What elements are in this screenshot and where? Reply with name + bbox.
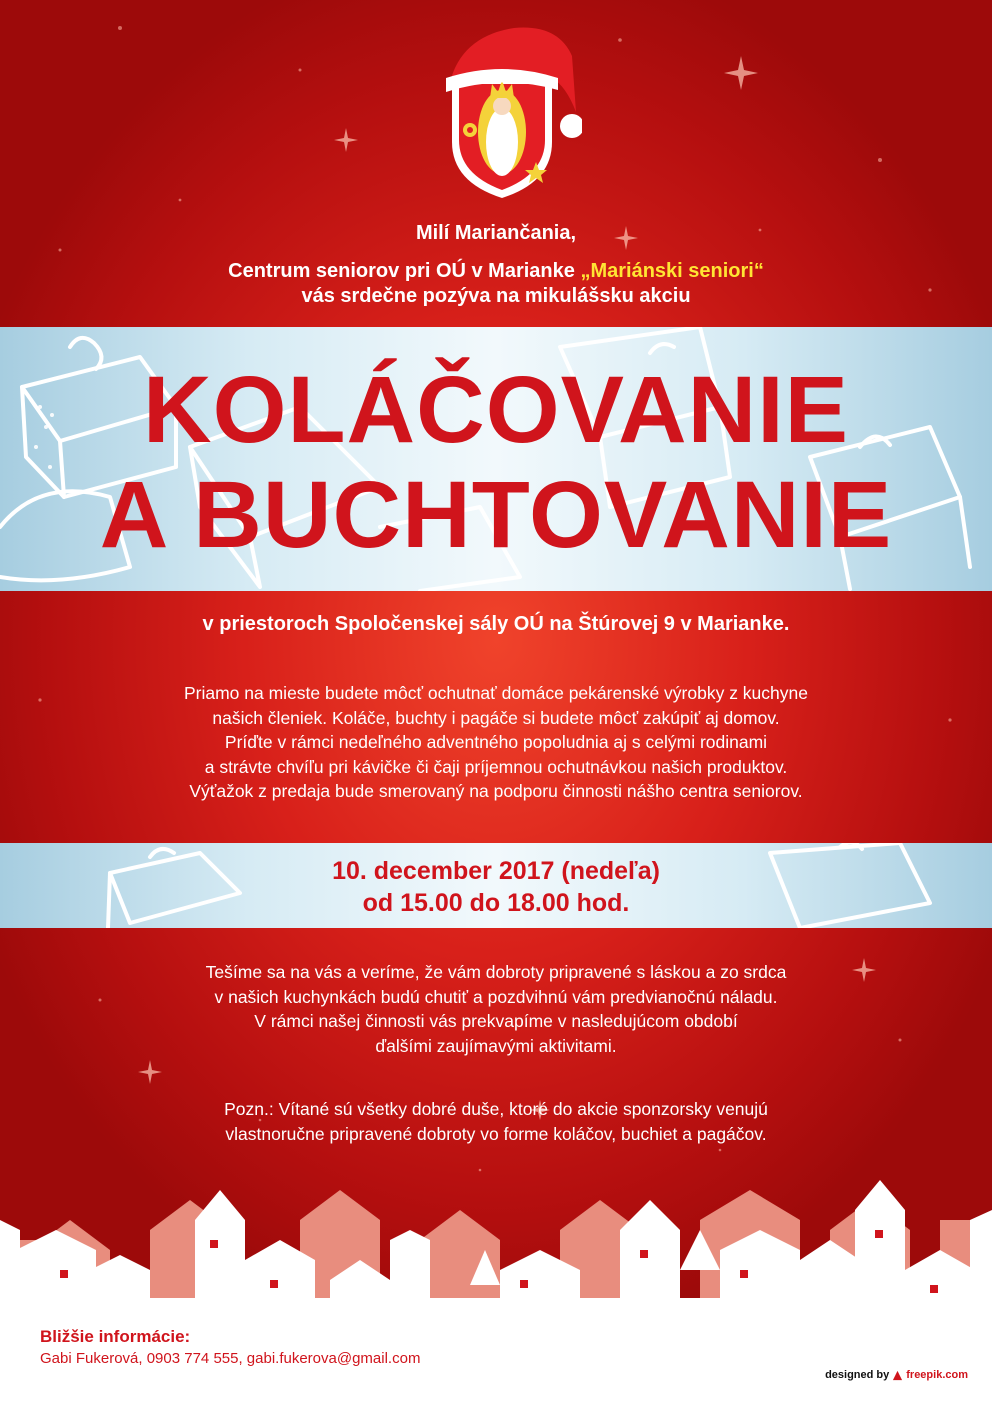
invite-organizer: Centrum seniorov pri OÚ v Marianke bbox=[228, 260, 581, 282]
greeting: Milí Mariančania, bbox=[415, 222, 577, 244]
note-paragraph bbox=[0, 1097, 992, 1146]
credit-prefix: designed by bbox=[825, 1369, 890, 1381]
credit-brand[interactable]: freepik.com bbox=[906, 1369, 968, 1381]
invite-line-1 bbox=[0, 259, 992, 284]
note-line: Pozn.: Vítané sú všetky dobré duše, ktoré do akcie sponzorsky venujú bbox=[224, 1099, 768, 1119]
event-date bbox=[0, 855, 992, 919]
invite-line-2: vás srdečne pozýva na mikulášsku akciu bbox=[301, 285, 691, 307]
description-line: našich členiek. Koláče, buchty i pagáče si budete môcť zakúpiť aj domov. bbox=[212, 707, 780, 728]
date-line: 10. december 2017 (nedeľa) bbox=[332, 857, 660, 885]
description-line: Výťažok z predaja bude smerovaný na podporu činnosti nášho centra seniorov. bbox=[189, 781, 803, 801]
closing-line: v našich kuchynkách budú chutiť a pozdvihnú vám predvianočnú náladu. bbox=[214, 986, 778, 1007]
note-line: vlastnoručne pripravené dobroty vo forme koláčov, buchiet a pagáčov. bbox=[225, 1123, 767, 1144]
closing-line: Tešíme sa na vás a veríme, že vám dobroty pripravené s láskou a zo srdca bbox=[205, 962, 787, 982]
designer-credit bbox=[825, 1369, 968, 1381]
time-line: od 15.00 do 18.00 hod. bbox=[362, 889, 630, 917]
description-paragraph bbox=[0, 681, 992, 804]
closing-line: V rámci našej činnosti vás prekvapíme v nasledujúcom období bbox=[254, 1011, 738, 1031]
description-line: a strávte chvíľu pri kávičke či čaji príjemnou ochutnávkou našich produktov. bbox=[204, 756, 788, 777]
freepik-logo-icon bbox=[892, 1370, 903, 1381]
description-line: Priamo na mieste budete môcť ochutnať domáce pekárenské výrobky z kuchyne bbox=[183, 683, 808, 703]
invite-group-name: „Mariánski seniori“ bbox=[580, 260, 764, 282]
more-info-title: Bližšie informácie: bbox=[40, 1327, 191, 1346]
headline-line-2: A BUCHTOVANIE bbox=[99, 462, 893, 568]
municipal-crest-with-santa-hat-icon bbox=[432, 22, 582, 200]
invitation-text bbox=[0, 259, 992, 309]
village-silhouette-decoration bbox=[0, 1160, 992, 1300]
closing-paragraph bbox=[0, 960, 992, 1058]
venue-text: v priestoroch Spoločenskej sály OÚ na Štúrovej 9 v Marianke. bbox=[202, 613, 790, 635]
contact-info: Gabi Fukerová, 0903 774 555, gabi.fukerova@gmail.com bbox=[40, 1350, 421, 1367]
closing-line: ďalšími zaujímavými aktivitami. bbox=[375, 1035, 617, 1056]
description-line: Príďte v rámci nedeľného adventného popoludnia aj s celými rodinami bbox=[224, 732, 768, 752]
headline-line-1: KOLÁČOVANIE bbox=[143, 357, 849, 463]
